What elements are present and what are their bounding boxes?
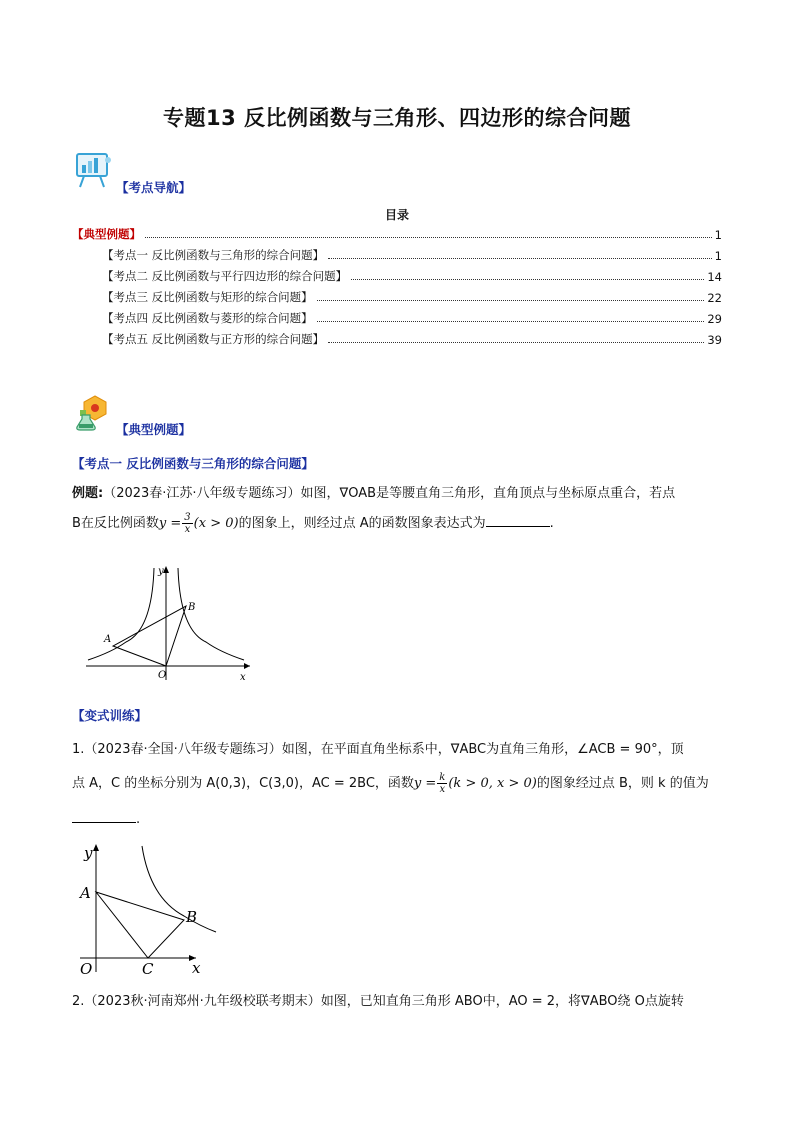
problem1-line2: 点 A，C 的坐标分别为 A(0,3)，C(3,0)，AC = 2BC，函数y = $\frac{k}{x}$ (k > 0, x > 0)的图象经过点 B，则 k 的值为 — [72, 772, 709, 795]
y-axis-arrow — [93, 844, 99, 851]
label-y: y — [158, 566, 164, 577]
toc-item-label: 【考点一 反比例函数与三角形的综合问题】 — [102, 248, 325, 262]
examples-heading: 【典型例题】 — [116, 422, 192, 437]
toc-item-page: 39 — [707, 333, 722, 347]
curve-k-over-x — [142, 846, 216, 932]
label-b: B — [186, 908, 198, 926]
toc-item-examples[interactable] — [72, 226, 722, 242]
triangle-abc — [96, 892, 184, 958]
label-x: x — [240, 672, 246, 683]
toc-item-point1[interactable] — [102, 247, 722, 263]
problem1-line3: . — [72, 808, 724, 830]
answer-blank[interactable] — [72, 808, 136, 823]
toc-item-page: 22 — [707, 291, 722, 305]
x-axis-arrow — [244, 663, 250, 669]
toc-item-label: 【考点四 反比例函数与菱形的综合问题】 — [102, 311, 313, 325]
toc-item-point3[interactable] — [102, 289, 722, 305]
toc-heading: 目录 — [384, 208, 409, 222]
example-text: （2023春·江苏·八年级专题练习）如图，∇OAB是等腰直角三角形，直角顶点与坐标原点重合，若点 — [103, 486, 676, 501]
function-fraction: $\frac{k}{x}$ — [439, 772, 446, 795]
curve-right — [178, 568, 244, 660]
toc-item-page: 1 — [714, 228, 722, 242]
label-y: y — [84, 844, 93, 862]
toc-item-point5[interactable] — [102, 331, 722, 347]
label-a: A — [104, 634, 112, 645]
toc-item-label: 【考点三 反比例函数与矩形的综合问题】 — [102, 290, 313, 304]
label-o: O — [158, 670, 167, 681]
toc-item-label: 【考点五 反比例函数与正方形的综合问题】 — [102, 332, 325, 346]
toc-item-point2[interactable] — [102, 268, 722, 284]
example-label: 例题: — [72, 486, 104, 501]
label-x: x — [192, 959, 201, 977]
example-line2: B在反比例函数y = $\frac{3}{x}$ (x > 0)的图象上，则经过点 A的函数图象表达式为 . — [72, 512, 554, 535]
curve-left — [88, 568, 154, 660]
problem1-line1: 1.（2023春·全国·八年级专题练习）如图，在平面直角坐标系中，∇ABC为直角三角形，∠ACB = 90°，顶 — [72, 742, 684, 757]
point1-heading: 【考点一 反比例函数与三角形的综合问题】 — [72, 456, 314, 471]
figure-problem1-graph — [76, 840, 226, 980]
y-axis-arrow — [163, 566, 169, 573]
toc-item-label: 【典型例题】 — [72, 227, 141, 241]
label-c: C — [142, 960, 154, 978]
presentation-board-icon — [74, 150, 114, 190]
example-line1 — [72, 484, 724, 504]
answer-blank[interactable] — [486, 512, 550, 527]
label-a: A — [80, 884, 91, 902]
toc-item-page: 1 — [714, 249, 722, 263]
lab-flask-icon — [74, 393, 112, 431]
figure-example-graph — [78, 560, 258, 685]
label-o: O — [80, 960, 93, 978]
toc-item-label: 【考点二 反比例函数与平行四边形的综合问题】 — [102, 269, 348, 283]
nav-heading: 【考点导航】 — [116, 180, 192, 195]
label-b: B — [188, 602, 196, 613]
function-fraction: $\frac{3}{x}$ — [184, 512, 191, 535]
toc-item-point4[interactable] — [102, 310, 722, 326]
problem2-line1: 2.（2023秋·河南郑州·九年级校联考期末）如图，已知直角三角形 ABO中，AO = 2，将∇ABO绕 O点旋转 — [72, 994, 684, 1009]
page-title: 专题13 反比例函数与三角形、四边形的综合问题 — [162, 106, 632, 130]
toc-item-page: 14 — [707, 270, 722, 284]
toc-item-page: 29 — [707, 312, 722, 326]
triangle-oab — [113, 606, 186, 666]
practice-heading: 【变式训练】 — [72, 708, 148, 723]
